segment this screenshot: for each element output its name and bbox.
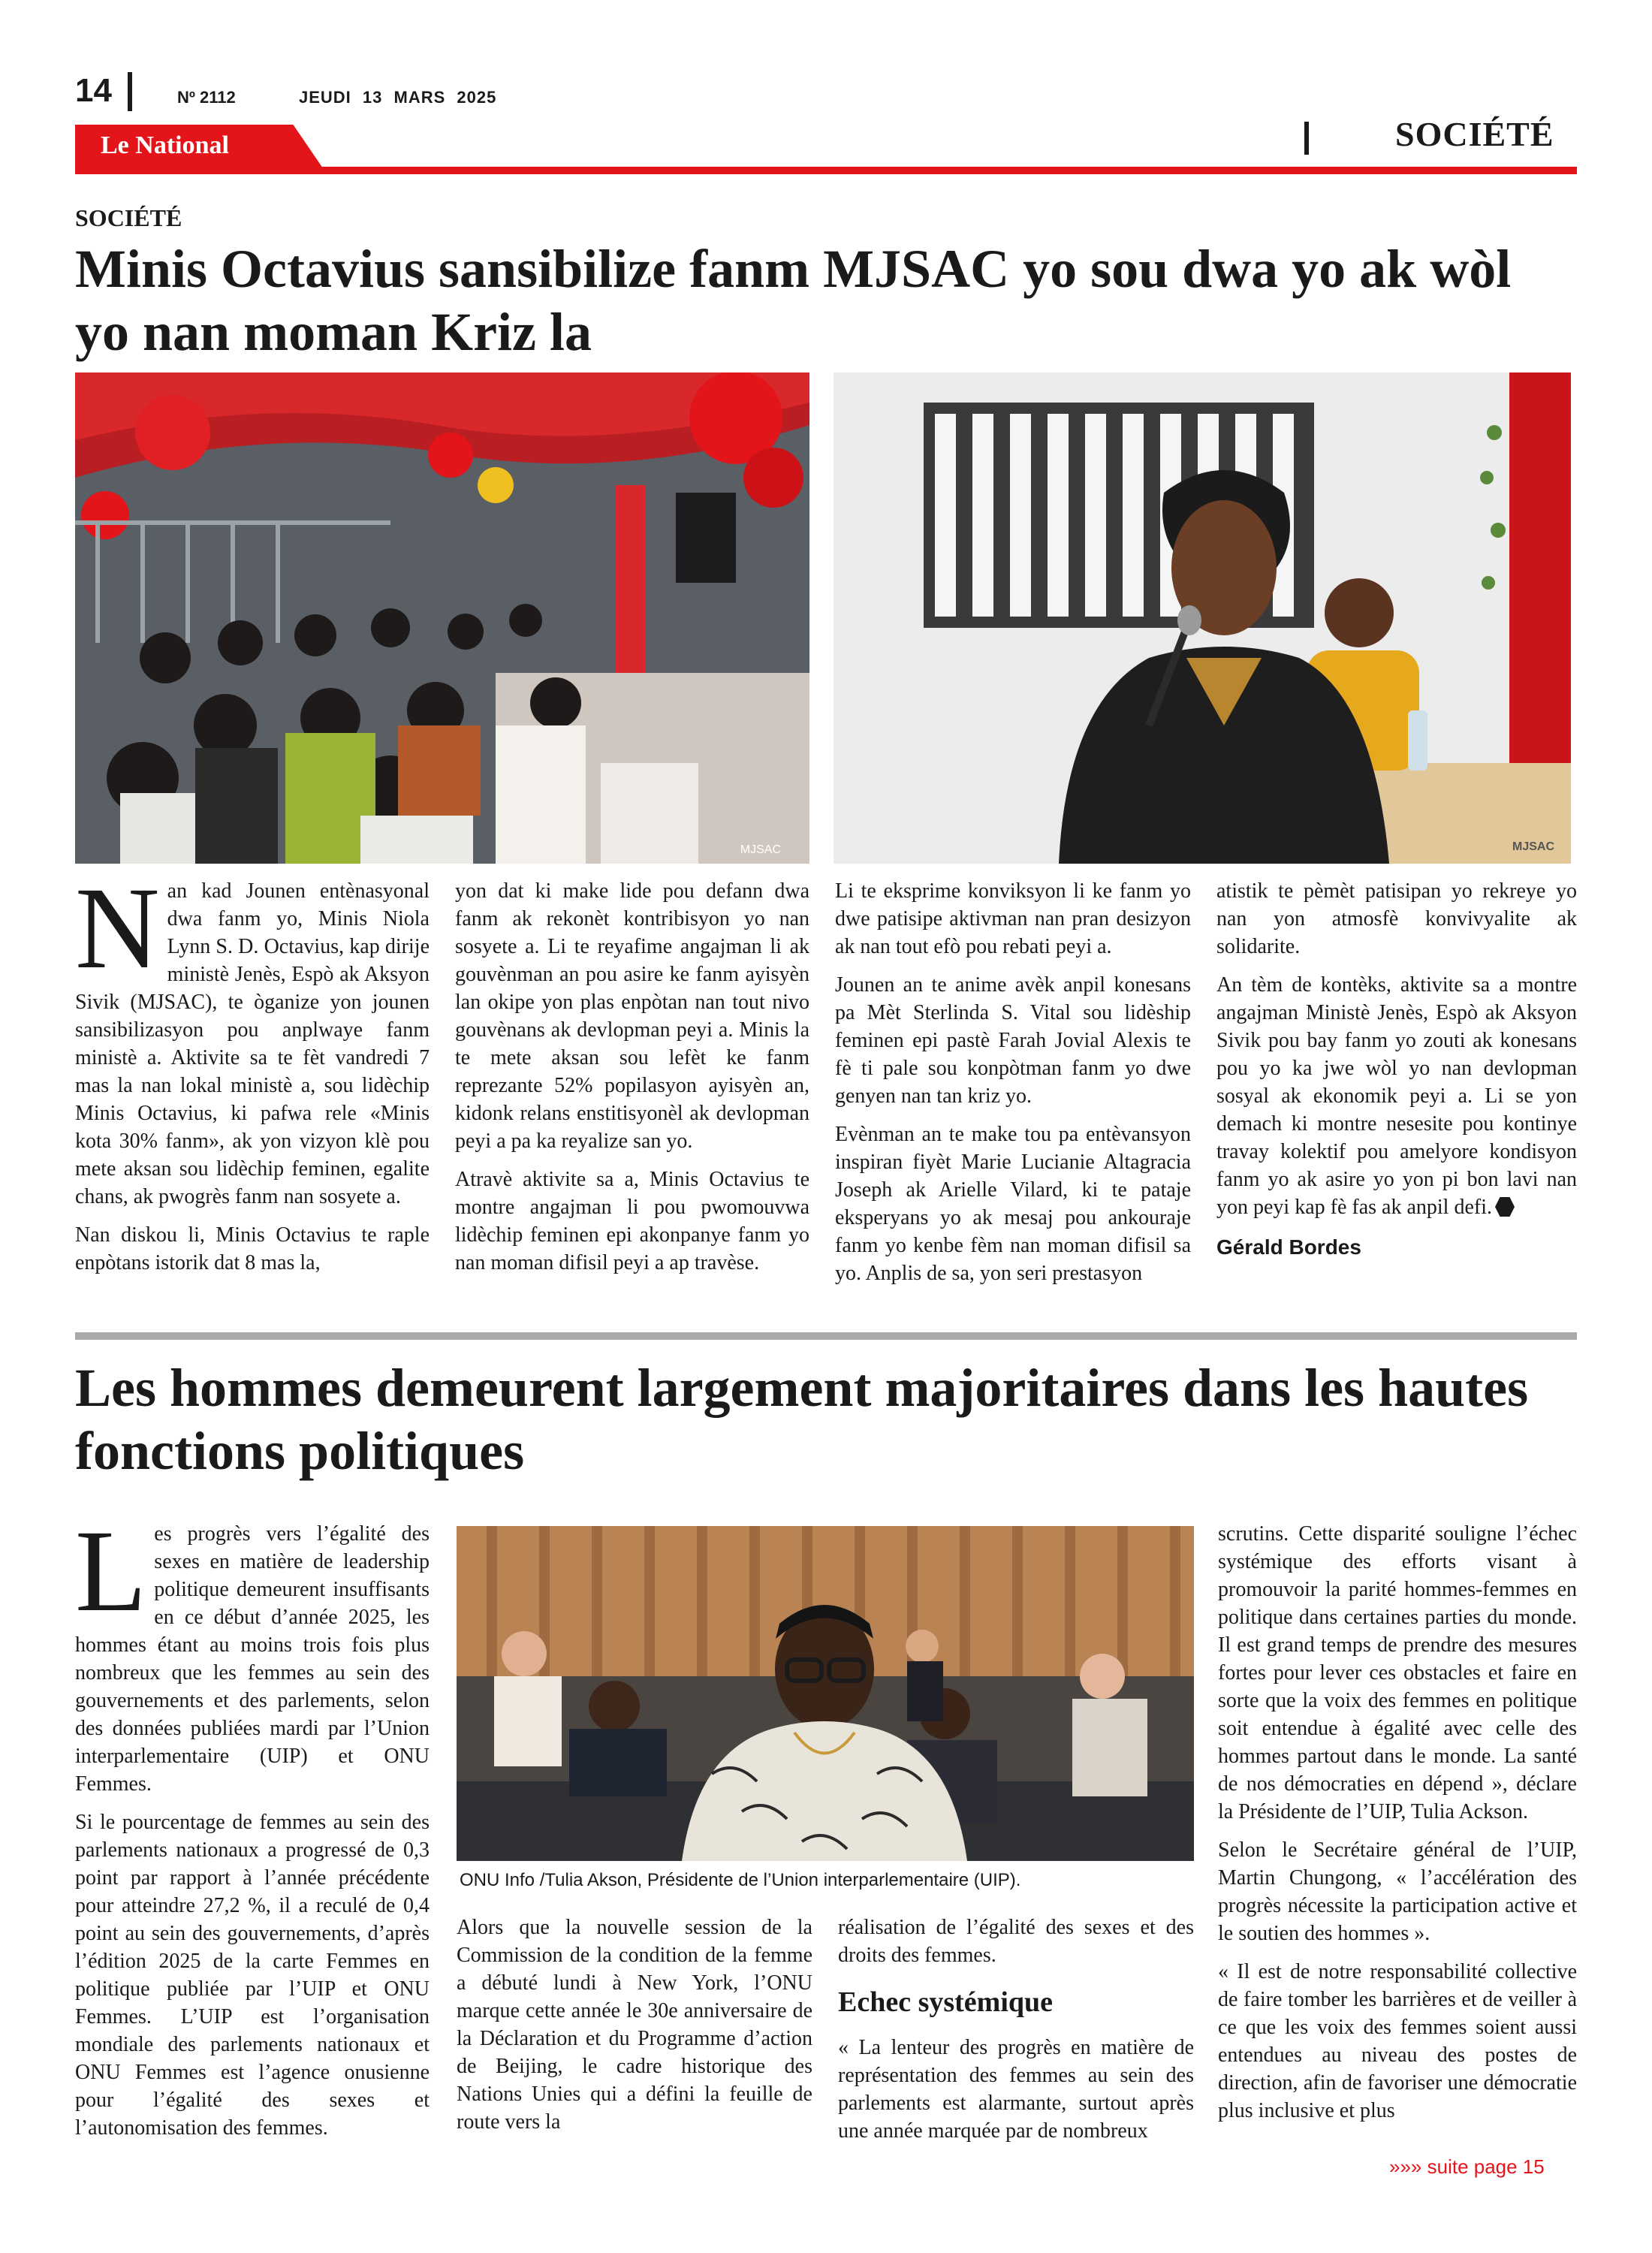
article-byline: Gérald Bordes [1216,1235,1361,1259]
article1-paragraph: Jounen an te anime avèk anpil konesans pa Mèt Sterlinda S. Vital sou lidèship feminen epi pastè Farah Jovial Alexis te fè ti pale sou konpòtman fanm yo dwe genyen nan tan kriz yo. [835,973,1191,1108]
issue-date: JEUDI 13 MARS 2025 [299,88,497,107]
article-kicker: SOCIÉTÉ [75,204,182,231]
header-rule [75,167,1577,174]
issue-number: Nº 2112 [177,88,236,107]
article-subheading: Echec systémique [838,1986,1054,2018]
photo-watermark: MJSAC [1512,840,1554,853]
section-heading: SOCIÉTÉ [1395,115,1554,153]
article1-paragraph: Evènman an te make tou pa entèvansyon inspiran fiyèt Marie Lucianie Altagracia Joseph ak Arielle Vilard, ki te pataje eksperyans yo ak mesaj pou ankouraje fanm yo kenbe fèm nan moman difisil sa yo. Anplis de sa, yon seri prestasyon [835,1123,1191,1285]
article1-paragraph: yon dat ki make lide pou defann dwa fanm ak rekonèt kontribisyon yo nan sosyete a. Li te reyafime angajman li ak gouvènman an pou asire ke fanm ayisyèn lan okipe yon plas enpòtan nan tout nivo gouvènans ak devlopman peyi a. Minis la te mete aksan sou lefèt ke fanm reprezante 52% popilasyon ayisyèn an, kidonk relans enstitisyonèl ak devlopman peyi a pa ka reyalize san yo. [455,879,809,1153]
article1-paragraph: atistik te pèmèt patisipan yo rekreye yo nan yon atmosfè konvivyalite ak solidarite. [1216,879,1577,958]
photo-uip-president [457,1526,1194,1861]
article1-paragraph: Nan kad Jounen entènasyonal dwa fanm yo, Minis Niola Lynn S. D. Octavius, kap dirije ministè Jenès, Espò ak Aksyon Sivik (MJSAC), te òganize yon jounen sansibilizasyon pou anplwaye fanm ministè a. Aktivite sa te fèt vandredi 7 mas la nan lokal ministè a, sou lidèchip Minis Octavius, ki pafwa rele «Minis kota 30% fanm», ak yon vizyon klè pou mete aksan sou lidèchip feminen, egalite chans, ak pwogrès fanm nan sosyete a. [75,863,430,1208]
article2-column-2 [457,1914,812,2136]
article2-paragraph: « Il est de notre responsabilité collective de faire tomber les barrières et de veiller à ce que les voix des femmes soient aussi entendues au niveau des postes de direction, afin de favoriser une démocratie plus inclusive et plus [1218,1960,1577,2122]
article2-paragraph: Alors que la nouvelle session de la Commission de la condition de la femme a débuté lundi à New York, l’ONU marque cette année le 30e anniversaire de la Déclaration et du Programme d’action de Beijing, le cadre historique des Nations Unies qui a défini la feuille de route vers la [457,1916,812,2134]
article2-paragraph: réalisation de l’égalité des sexes et des droits des femmes. [838,1916,1194,1967]
article2-column-1 [75,1506,430,2142]
article1-column-2 [455,877,809,1277]
article1-column-1 [75,863,430,1277]
article2-column-4 [1218,1520,1577,2125]
article2-paragraph: « La lenteur des progrès en matière de représentation des femmes au sein des parlements est alarmante, surtout après une année marquée par de nombreux [838,2036,1194,2143]
audience-illustration [75,372,809,864]
article2-paragraph: Selon le Secrétaire général de l’UIP, Martin Chungong, « l’accélération des progrès nécessite la participation active et le soutien des hommes ». [1218,1838,1577,1945]
publication-name: Le National [101,131,229,159]
article1-paragraph: An tèm de kontèks, aktivite sa a montre angajman Ministè Jenès, Espò ak Aksyon Sivik pou bay fanm yo zouti ak konesans pou yo ka jwe wòl yo nan devlopman sosyal ak ekonomik peyi a. Li se yon demach ki montre nesesite pou kontinye travay kolektif pou amelyore kondisyon fanm yo ak asire yo yon pi bon lavi nan yon peyi kap fè fas ak anpil defi. [1216,973,1577,1219]
page-number: 14 [75,72,112,109]
photo-watermark: MJSAC [740,843,781,856]
article2-column-3 [838,1914,1194,2145]
article1-paragraph: Li te eksprime konviksyon li ke fanm yo dwe patisipe aktivman nan pran desizyon ak nan tout efò pou rebati peyi a. [835,879,1191,958]
article2-paragraph: Les progrès vers l’égalité des sexes en matière de leadership politique demeurent insuffisants en ce début d’année 2025, les hommes étant au moins trois fois plus nombreux que les femmes au sein des gouvernements et des parlements, selon des données publiées mardi par l’Union interparlementaire (UIP) et ONU Femmes. [75,1506,430,1796]
section-separator [1304,122,1309,155]
conference-illustration [457,1526,1194,1861]
photo-event-audience [75,372,809,864]
article-divider [75,1332,1577,1340]
minister-illustration [834,372,1571,864]
photo-caption: ONU Info /Tulia Akson, Présidente de l’Union interparlementaire (UIP). [460,1870,1021,1890]
article2-paragraph: scrutins. Cette disparité souligne l’échec systémique des efforts visant à promouvoir la parité hommes-femmes en politique dans certaines parties du monde. Il est grand temps de prendre des mesures fortes pour lever ces obstacles et faire en sorte que la voix des femmes en politique soit entendue à égalité avec celle des hommes partout dans le monde. La santé de nos démocraties en dépend », déclare la Présidente de l’UIP, Tulia Ackson. [1218,1522,1577,1823]
article-headline: Minis Octavius sansibilize fanm MJSAC yo sou dwa yo ak wòl yo nan moman Kriz la [75,239,1512,362]
article1-column-4 [1216,877,1577,1261]
end-of-article-icon [1495,1197,1515,1217]
photo-minister-speaking [834,372,1571,864]
article1-paragraph: Nan diskou li, Minis Octavius te raple enpòtans istorik dat 8 mas la, [75,1223,430,1274]
article2-paragraph: Si le pourcentage de femmes au sein des parlements nationaux a progressé de 0,3 point par rapport à l’année précédente pour atteindre 27,2 %, il a reculé de 0,4 point au sein des gouvernements, d’après l’édition 2025 de la carte Femmes en politique publiée par l’UIP et ONU Femmes. L’UIP est l’organisation mondiale des parlements nationaux et ONU Femmes est l’agence onusienne pour l’égalité des sexes et l’autonomisation des femmes. [75,1811,430,2140]
article1-column-3 [835,877,1191,1287]
continuation-link[interactable]: »»» suite page 15 [1389,2155,1545,2178]
article1-paragraph: Atravè aktivite sa a, Minis Octavius te montre angajman li pou pwomouvwa lidèchip feminen epi akonpanye fanm yo nan moman difisil peyi a ap travèse. [455,1168,809,1274]
header-separator [128,72,132,111]
article-headline: Les hommes demeurent largement majoritaires dans les hautes fonctions politiques [75,1358,1529,1481]
